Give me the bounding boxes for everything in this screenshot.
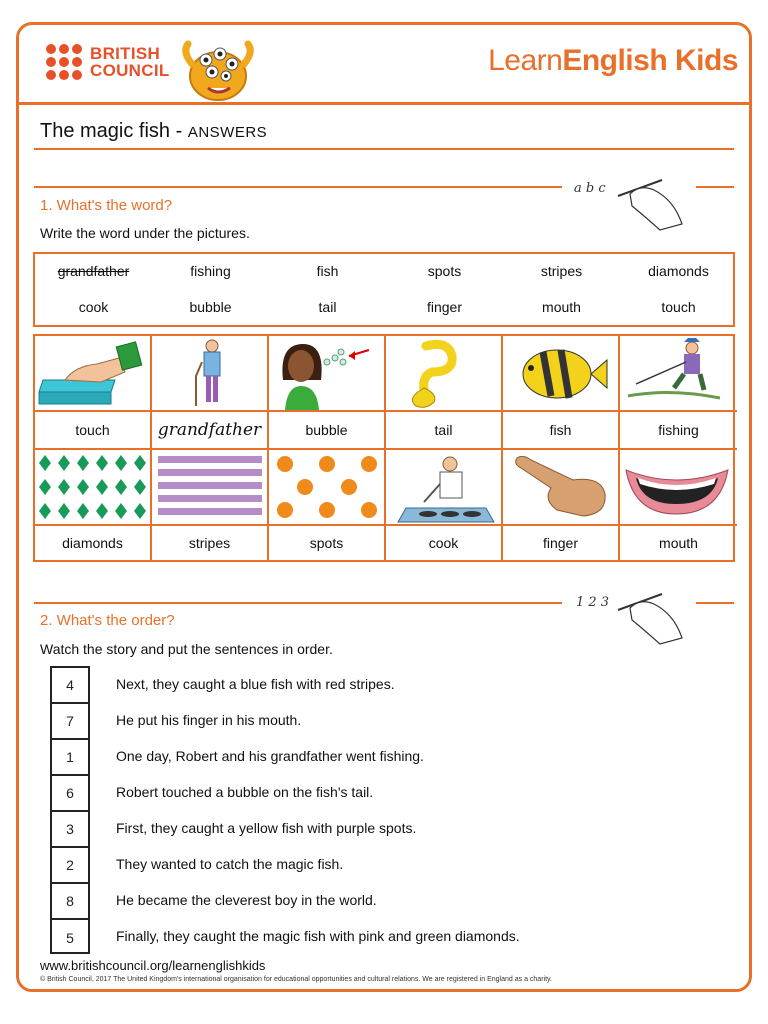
order-number[interactable]: 3: [52, 812, 88, 848]
diamond-shape: [77, 455, 89, 471]
picture-label: spots: [269, 526, 386, 560]
diamond-shape: [39, 503, 51, 519]
word-bank-item: touch: [661, 299, 696, 315]
word-bank-item: cook: [78, 299, 109, 315]
order-sentence: First, they caught a yellow fish with purple spots.: [116, 820, 417, 836]
title-underline: [34, 148, 734, 150]
header-divider: [16, 102, 752, 105]
picture-grid: [33, 334, 735, 562]
girl-blowing-bubble-picture: [269, 336, 386, 412]
man-fishing-picture: [620, 336, 737, 412]
diamond-shape: [134, 479, 146, 495]
diamonds-picture: [35, 450, 152, 526]
section2-divider-right: [696, 602, 734, 604]
striped-fish-picture: [503, 336, 620, 412]
picture-label: cook: [386, 526, 503, 560]
diamond-shape: [115, 455, 127, 471]
order-number[interactable]: 7: [52, 704, 88, 740]
picture-label: stripes: [152, 526, 269, 560]
picture-label: fish: [503, 412, 620, 450]
diamond-shape: [77, 503, 89, 519]
order-number[interactable]: 6: [52, 776, 88, 812]
mouth-picture: [620, 450, 737, 526]
diamond-shape: [58, 479, 70, 495]
writing-hand-icon: [570, 174, 690, 234]
footer-copyright: © British Council, 2017 The United Kingdom's international organisation for educational opportunities and cultural relations. We are registered in England as a charity.: [40, 976, 552, 983]
council-line-2: COUNCIL: [90, 61, 170, 80]
diamond-shape: [58, 503, 70, 519]
learnenglish-kids-logo[interactable]: [488, 44, 738, 78]
stripes-picture: [152, 450, 269, 526]
picture-label: fishing: [620, 412, 737, 450]
order-sentence: Robert touched a bubble on the fish's tail.: [116, 784, 374, 800]
diamond-shape: [115, 479, 127, 495]
monster-mascot-icon: [178, 34, 258, 104]
logo-learn-text: Learn: [488, 44, 563, 77]
word-bank-item: diamonds: [648, 263, 709, 279]
diamond-shape: [134, 503, 146, 519]
order-number[interactable]: 8: [52, 884, 88, 920]
diamond-shape: [115, 503, 127, 519]
order-number[interactable]: 2: [52, 848, 88, 884]
section1-deco-text: a b c: [574, 181, 606, 196]
order-sentence: They wanted to catch the magic fish.: [116, 856, 344, 872]
diamond-shape: [39, 479, 51, 495]
section1-divider-left: [34, 186, 562, 188]
order-sentence: Finally, they caught the magic fish with pink and green diamonds.: [116, 928, 520, 944]
spots-picture: [269, 450, 386, 526]
finger-picture: [503, 450, 620, 526]
picture-label: mouth: [659, 535, 698, 551]
title-suffix: ANSWERS: [187, 124, 268, 141]
writing-hand-icon: [572, 590, 692, 646]
order-number[interactable]: 1: [52, 740, 88, 776]
order-sentence: Next, they caught a blue fish with red stripes.: [116, 676, 395, 692]
word-bank-item: mouth: [542, 299, 581, 315]
word-bank-item: fishing: [190, 263, 231, 279]
word-bank-item: grandfather: [57, 263, 130, 279]
diamond-shape: [134, 455, 146, 471]
page-title: [40, 120, 267, 143]
title-main: The magic fish -: [40, 120, 188, 142]
logo-english-kids-text: English Kids: [562, 44, 738, 77]
diamond-shape: [96, 503, 108, 519]
british-council-dots-icon: [46, 44, 82, 80]
picture-label: diamonds: [35, 526, 152, 560]
diamond-shape: [77, 479, 89, 495]
order-number[interactable]: 5: [66, 930, 74, 946]
section2-instruction: Watch the story and put the sentences in order.: [40, 641, 333, 657]
section2-deco-text: 1 2 3: [576, 595, 610, 610]
section1-heading: 1. What's the word?: [40, 197, 173, 214]
word-bank-item: tail: [318, 299, 337, 315]
picture-label: bubble: [269, 412, 386, 450]
hand-touching-box-picture: [35, 336, 152, 412]
picture-label: finger: [503, 526, 620, 560]
diamond-shape: [39, 455, 51, 471]
grandfather-picture: [152, 336, 269, 412]
picture-label: touch: [35, 412, 152, 450]
word-bank-item: fish: [316, 263, 339, 279]
word-bank-item: finger: [426, 299, 463, 315]
word-bank: [33, 252, 735, 327]
diamond-shape: [58, 455, 70, 471]
picture-label-handwritten: grandfather: [152, 412, 269, 450]
cook-picture: [386, 450, 503, 526]
word-bank-item: bubble: [189, 299, 232, 315]
tail-picture: [386, 336, 503, 412]
diamond-shape: [96, 479, 108, 495]
order-number-column: [50, 666, 90, 954]
footer-url-link[interactable]: www.britishcouncil.org/learnenglishkids: [40, 958, 266, 973]
order-number[interactable]: 4: [52, 668, 88, 704]
order-sentence: He became the cleverest boy in the world.: [116, 892, 377, 908]
order-sentence: One day, Robert and his grandfather went fishing.: [116, 748, 424, 764]
council-line-1: BRITISH: [90, 44, 161, 63]
word-bank-item: stripes: [540, 263, 583, 279]
section1-divider-right: [696, 186, 734, 188]
diamond-shape: [96, 455, 108, 471]
word-bank-item: spots: [427, 263, 462, 279]
section2-divider-left: [34, 602, 562, 604]
order-sentence: He put his finger in his mouth.: [116, 712, 302, 728]
picture-label: tail: [386, 412, 503, 450]
british-council-logo[interactable]: [46, 44, 170, 80]
section2-heading: 2. What's the order?: [40, 612, 175, 629]
section1-instruction: Write the word under the pictures.: [40, 225, 250, 241]
